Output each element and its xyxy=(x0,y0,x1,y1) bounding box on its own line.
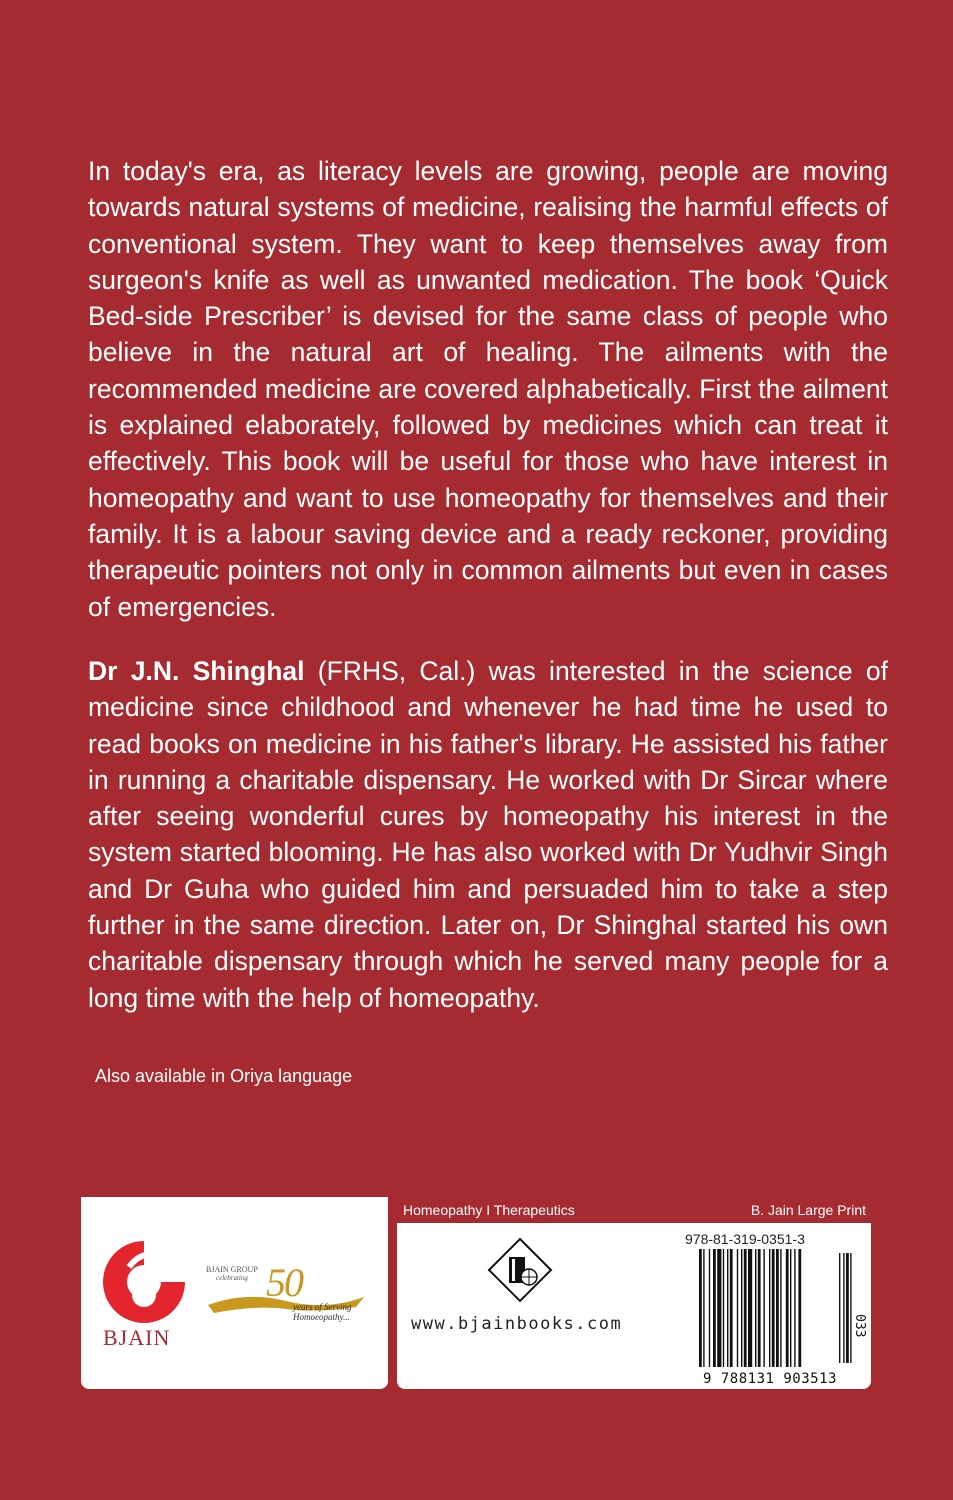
barcode-digits: 9 788131 903513 xyxy=(703,1371,837,1387)
book-description: In today's era, as literacy levels are growing, people are moving towards natural systems of medicine, realising the harmful effects of conventional system. They want to keep themselves away from surgeon's knife as well as unwanted medication. The book ‘Quick Bed-side Prescriber’ is devised for the same class of people who believe in the natural art of healing. The ailments with the recommended medicine are covered alphabetically. First the ailment is explained elaborately, followed by medicines which can treat it effectively. This book will be useful for those who have interest in homeopathy and want to use homeopathy for themselves and their family. It is a labour saving device and a ready reckoner, providing therapeutic pointers not only in common ailments but even in cases of emergencies. xyxy=(88,156,888,622)
isbn-number: 978-81-319-0351-3 xyxy=(685,1231,805,1247)
bjain-wordmark: BJAIN xyxy=(103,1325,171,1350)
author-bio xyxy=(88,653,888,1016)
addon-barcode-icon xyxy=(837,1249,867,1369)
author-bio-text: (FRHS, Cal.) was interested in the science of medicine since childhood and whenever he had time he used to read books on medicine in his father's library. He assisted his father in running a charitable dispensary. He worked with Dr Sircar where after seeing wonderful cures by homeopathy his interest in the system started blooming. He has also worked with Dr Yudhvir Singh and Dr Guha who guided him and persuaded him to take a step further in the same direction. Later on, Dr Shinghal started his own charitable dispensary through which he served many people for a long time with the help of homeopathy. xyxy=(88,656,888,1013)
publisher-website: www.bjainbooks.com xyxy=(411,1314,623,1334)
fifty-years-number: 50 xyxy=(266,1260,302,1305)
addon-code: 033 xyxy=(852,1314,867,1338)
author-name: Dr J.N. Shinghal xyxy=(88,656,305,686)
celebrating-label: celebrating xyxy=(216,1274,248,1282)
category-band xyxy=(397,1197,871,1223)
bjain-logo-icon xyxy=(99,1237,189,1327)
barcode-icon xyxy=(697,1249,847,1369)
category-label: Homeopathy I Therapeutics xyxy=(403,1202,575,1218)
group-label: BJAIN GROUP xyxy=(206,1265,258,1274)
book-globe-icon xyxy=(485,1235,555,1305)
publisher-logo-panel xyxy=(81,1197,388,1389)
also-available-note: Also available in Oriya language xyxy=(95,1066,353,1086)
series-label: B. Jain Large Print xyxy=(750,1202,866,1218)
serving-tagline xyxy=(293,1302,352,1322)
serving-tagline-1: years of Serving xyxy=(293,1302,352,1312)
isbn-panel xyxy=(397,1197,871,1389)
serving-tagline-2: Homoeopathy... xyxy=(293,1312,350,1322)
